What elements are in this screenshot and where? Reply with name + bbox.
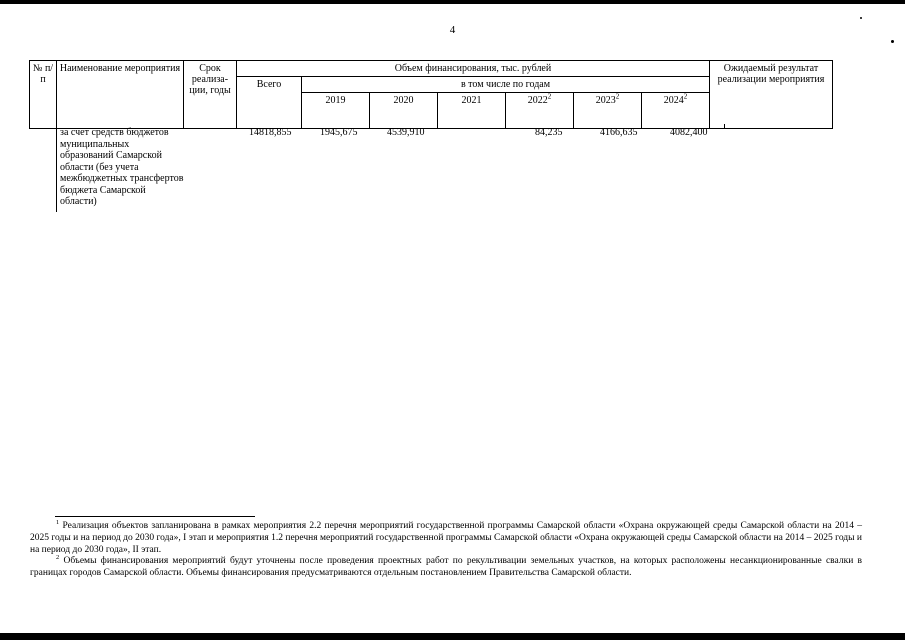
header-name: Наименование мероприятия [57,61,184,129]
scan-top-edge [0,0,905,4]
page-number: 4 [449,24,456,36]
row-value-2024: 4082,400 [670,127,708,138]
scan-bottom-edge [0,633,905,640]
table-rule [56,124,57,212]
table-rule [724,124,725,128]
funding-table-header [29,60,833,129]
footnotes [30,518,862,580]
header-result: Ожидаемый результат реализации мероприятия [710,61,833,129]
header-year: 2023$^2$ [574,93,642,129]
header-period: Срок реализа- ции, годы [184,61,237,129]
footnote-2: $^2$ Объемы финансирования мероприятий будут уточнены после проведения проектных работ по рекультивации земельных участков, на которых расположены несанкционированные свалки в границах городов Самарской области. Объемы финансирования предусматриваются отдельным постановлением Правительства Самарской области. [30,554,862,579]
row-value-2019: 1945,675 [320,127,358,138]
header-year: 2022$^2$ [506,93,574,129]
row-value-2023: 4166,635 [600,127,638,138]
header-year: 2019 [302,93,370,129]
header-no: № п/п [30,61,57,129]
row-name: за счет средств бюджетов муниципальных образований Самарской области (без учета межбюджетных трансфертов бюджета Самарской области) [60,127,184,207]
row-value-2020: 4539,910 [387,127,425,138]
header-by-year: в том числе по годам [302,77,710,93]
scan-speck [891,40,894,43]
scan-speck [860,17,862,19]
row-total: 14818,855 [249,127,292,138]
header-year: 2020 [370,93,438,129]
footnote-1: $^1$ Реализация объектов запланирована в рамках мероприятия 2.2 перечня мероприятий государственной программы Самарской области «Охрана окружающей среды Самарской области на 2014 – 2025 годы и на период до 2030 года», I этап и мероприятия 1.2 перечня мероприятий государственной программы Самарской области «Охрана окружающей среды Самарской области на 2014 – 2025 годы и на период до 2030 года», II этап. [30,518,862,555]
header-year: 2024$^2$ [642,93,710,129]
footnote-separator [55,516,255,517]
header-year: 2021 [438,93,506,129]
row-value-2022: 84,235 [535,127,563,138]
header-funding: Объем финансирования, тыс. рублей [237,61,710,77]
header-total: Всего [237,77,302,129]
